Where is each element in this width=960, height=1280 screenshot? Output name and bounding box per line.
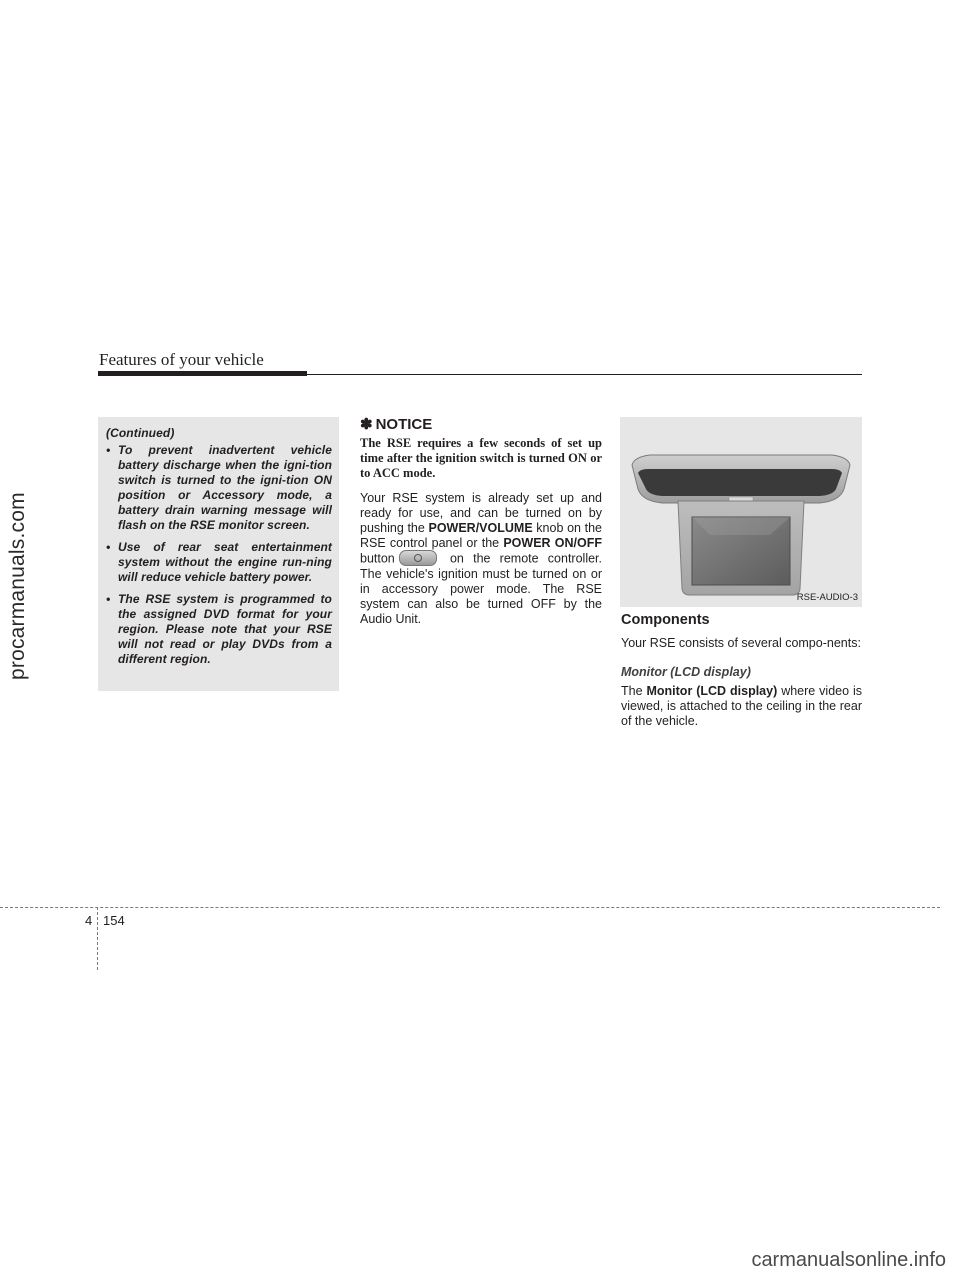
continued-label: (Continued) — [106, 426, 175, 440]
notice-body: Your RSE system is already set up and ready for use, and can be turned on by pushing the POWER/VOLUME knob on the RSE control panel or the POWER ON/OFF button on the remote controller. The vehicle's ignition must be turned on or in accessory power mode. The RSE system can also be turned OFF by the Audio Unit. — [360, 491, 603, 626]
bullet-icon: • — [106, 443, 111, 457]
figure-caption: RSE-AUDIO-3 — [796, 592, 858, 603]
caution-item-text: To prevent inadvertent vehicle battery discharge when the igni-tion switch is turned to the igni-tion ON position or Accessory mode, a battery drain warning message will flash on the RSE monitor screen. — [118, 443, 332, 532]
caution-item — [106, 443, 332, 533]
power-volume-knob-label: POWER/VOLUME — [428, 521, 533, 535]
notice-emphasis: The RSE requires a few seconds of set up time after the ignition switch is turned ON or to ACC mode. — [360, 436, 602, 480]
notice-section — [360, 415, 602, 627]
caution-item — [106, 540, 332, 585]
caution-item-text: The RSE system is programmed to the assigned DVD format for your region. Please note that your RSE will not read or play DVDs from a different region. — [118, 592, 332, 666]
footer-divider — [0, 907, 940, 908]
caution-item — [106, 592, 332, 667]
side-watermark: procarmanuals.com — [6, 492, 29, 680]
caution-item-text: Use of rear seat entertainment system without the engine run-ning will reduce vehicle battery power. — [118, 540, 332, 584]
components-intro: Your RSE consists of several compo-nents: — [621, 636, 861, 650]
power-button-icon — [399, 550, 437, 566]
components-section — [621, 612, 862, 743]
header-rule-thin — [307, 374, 862, 375]
notice-heading — [360, 415, 602, 433]
caution-box — [98, 417, 339, 691]
monitor-bold-label: Monitor (LCD display) — [646, 684, 778, 698]
caution-list — [106, 443, 332, 667]
header-rule-thick — [98, 371, 307, 376]
chapter-number: 4 — [85, 913, 93, 928]
bullet-icon: • — [106, 592, 111, 606]
page-number: 154 — [103, 913, 125, 928]
bottom-watermark: carmanualsonline.info — [751, 1249, 946, 1271]
footer-vertical-divider — [97, 907, 98, 970]
power-onoff-label: POWER ON/OFF — [503, 536, 602, 550]
components-heading: Components — [621, 612, 710, 628]
notice-title: NOTICE — [375, 415, 433, 433]
monitor-subheading: Monitor (LCD display) — [621, 665, 751, 679]
rse-figure — [620, 417, 862, 607]
section-title: Features of your vehicle — [99, 350, 264, 369]
notice-star-icon: ✽ — [360, 416, 373, 433]
bullet-icon: • — [106, 540, 111, 554]
rse-monitor-illustration — [620, 417, 862, 607]
monitor-description: The Monitor (LCD display) where video is viewed, is attached to the ceiling in the rear of the vehicle. — [621, 684, 863, 728]
